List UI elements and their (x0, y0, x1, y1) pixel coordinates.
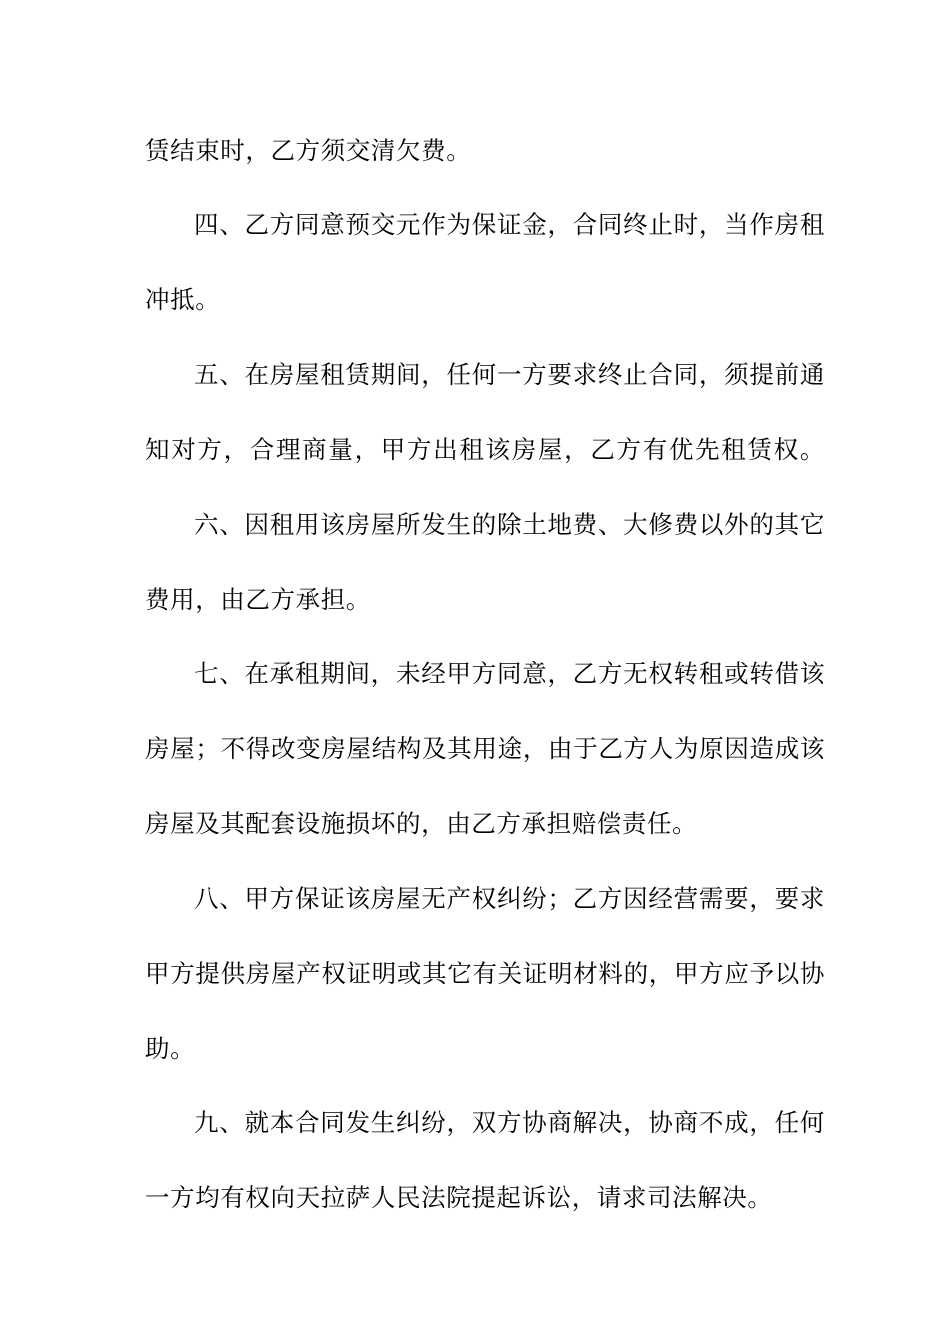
clause-6-line-1: 六、因租用该房屋所发生的除土地费、大修费以外的其它 (194, 510, 825, 539)
text-line-1: 赁结束时，乙方须交清欠费。 (145, 136, 472, 165)
clause-8-line-3: 助。 (145, 1034, 196, 1063)
clause-9-line-1: 九、就本合同发生纠纷，双方协商解决，协商不成，任何 (194, 1108, 825, 1137)
clause-4-line-1: 四、乙方同意预交元作为保证金，合同终止时，当作房租 (194, 210, 825, 239)
clause-4-line-2: 冲抵。 (145, 285, 221, 314)
clause-9-line-2: 一方均有权向天拉萨人民法院提起诉讼，请求司法解决。 (145, 1183, 773, 1212)
clause-5-line-2: 知对方，合理商量，甲方出租该房屋，乙方有优先租赁权。 (145, 435, 825, 464)
clause-6-line-2: 费用，由乙方承担。 (145, 585, 371, 614)
clause-5-line-1: 五、在房屋租赁期间，任何一方要求终止合同，须提前通 (194, 360, 825, 389)
clause-8-line-2: 甲方提供房屋产权证明或其它有关证明材料的，甲方应予以协 (145, 959, 825, 988)
clause-7-line-2: 房屋；不得改变房屋结构及其用途，由于乙方人为原因造成该 (145, 734, 825, 763)
clause-7-line-1: 七、在承租期间，未经甲方同意，乙方无权转租或转借该 (194, 659, 825, 688)
clause-8-line-1: 八、甲方保证该房屋无产权纠纷；乙方因经营需要，要求 (194, 884, 825, 913)
clause-7-line-3: 房屋及其配套设施损坏的，由乙方承担赔偿责任。 (145, 809, 698, 838)
